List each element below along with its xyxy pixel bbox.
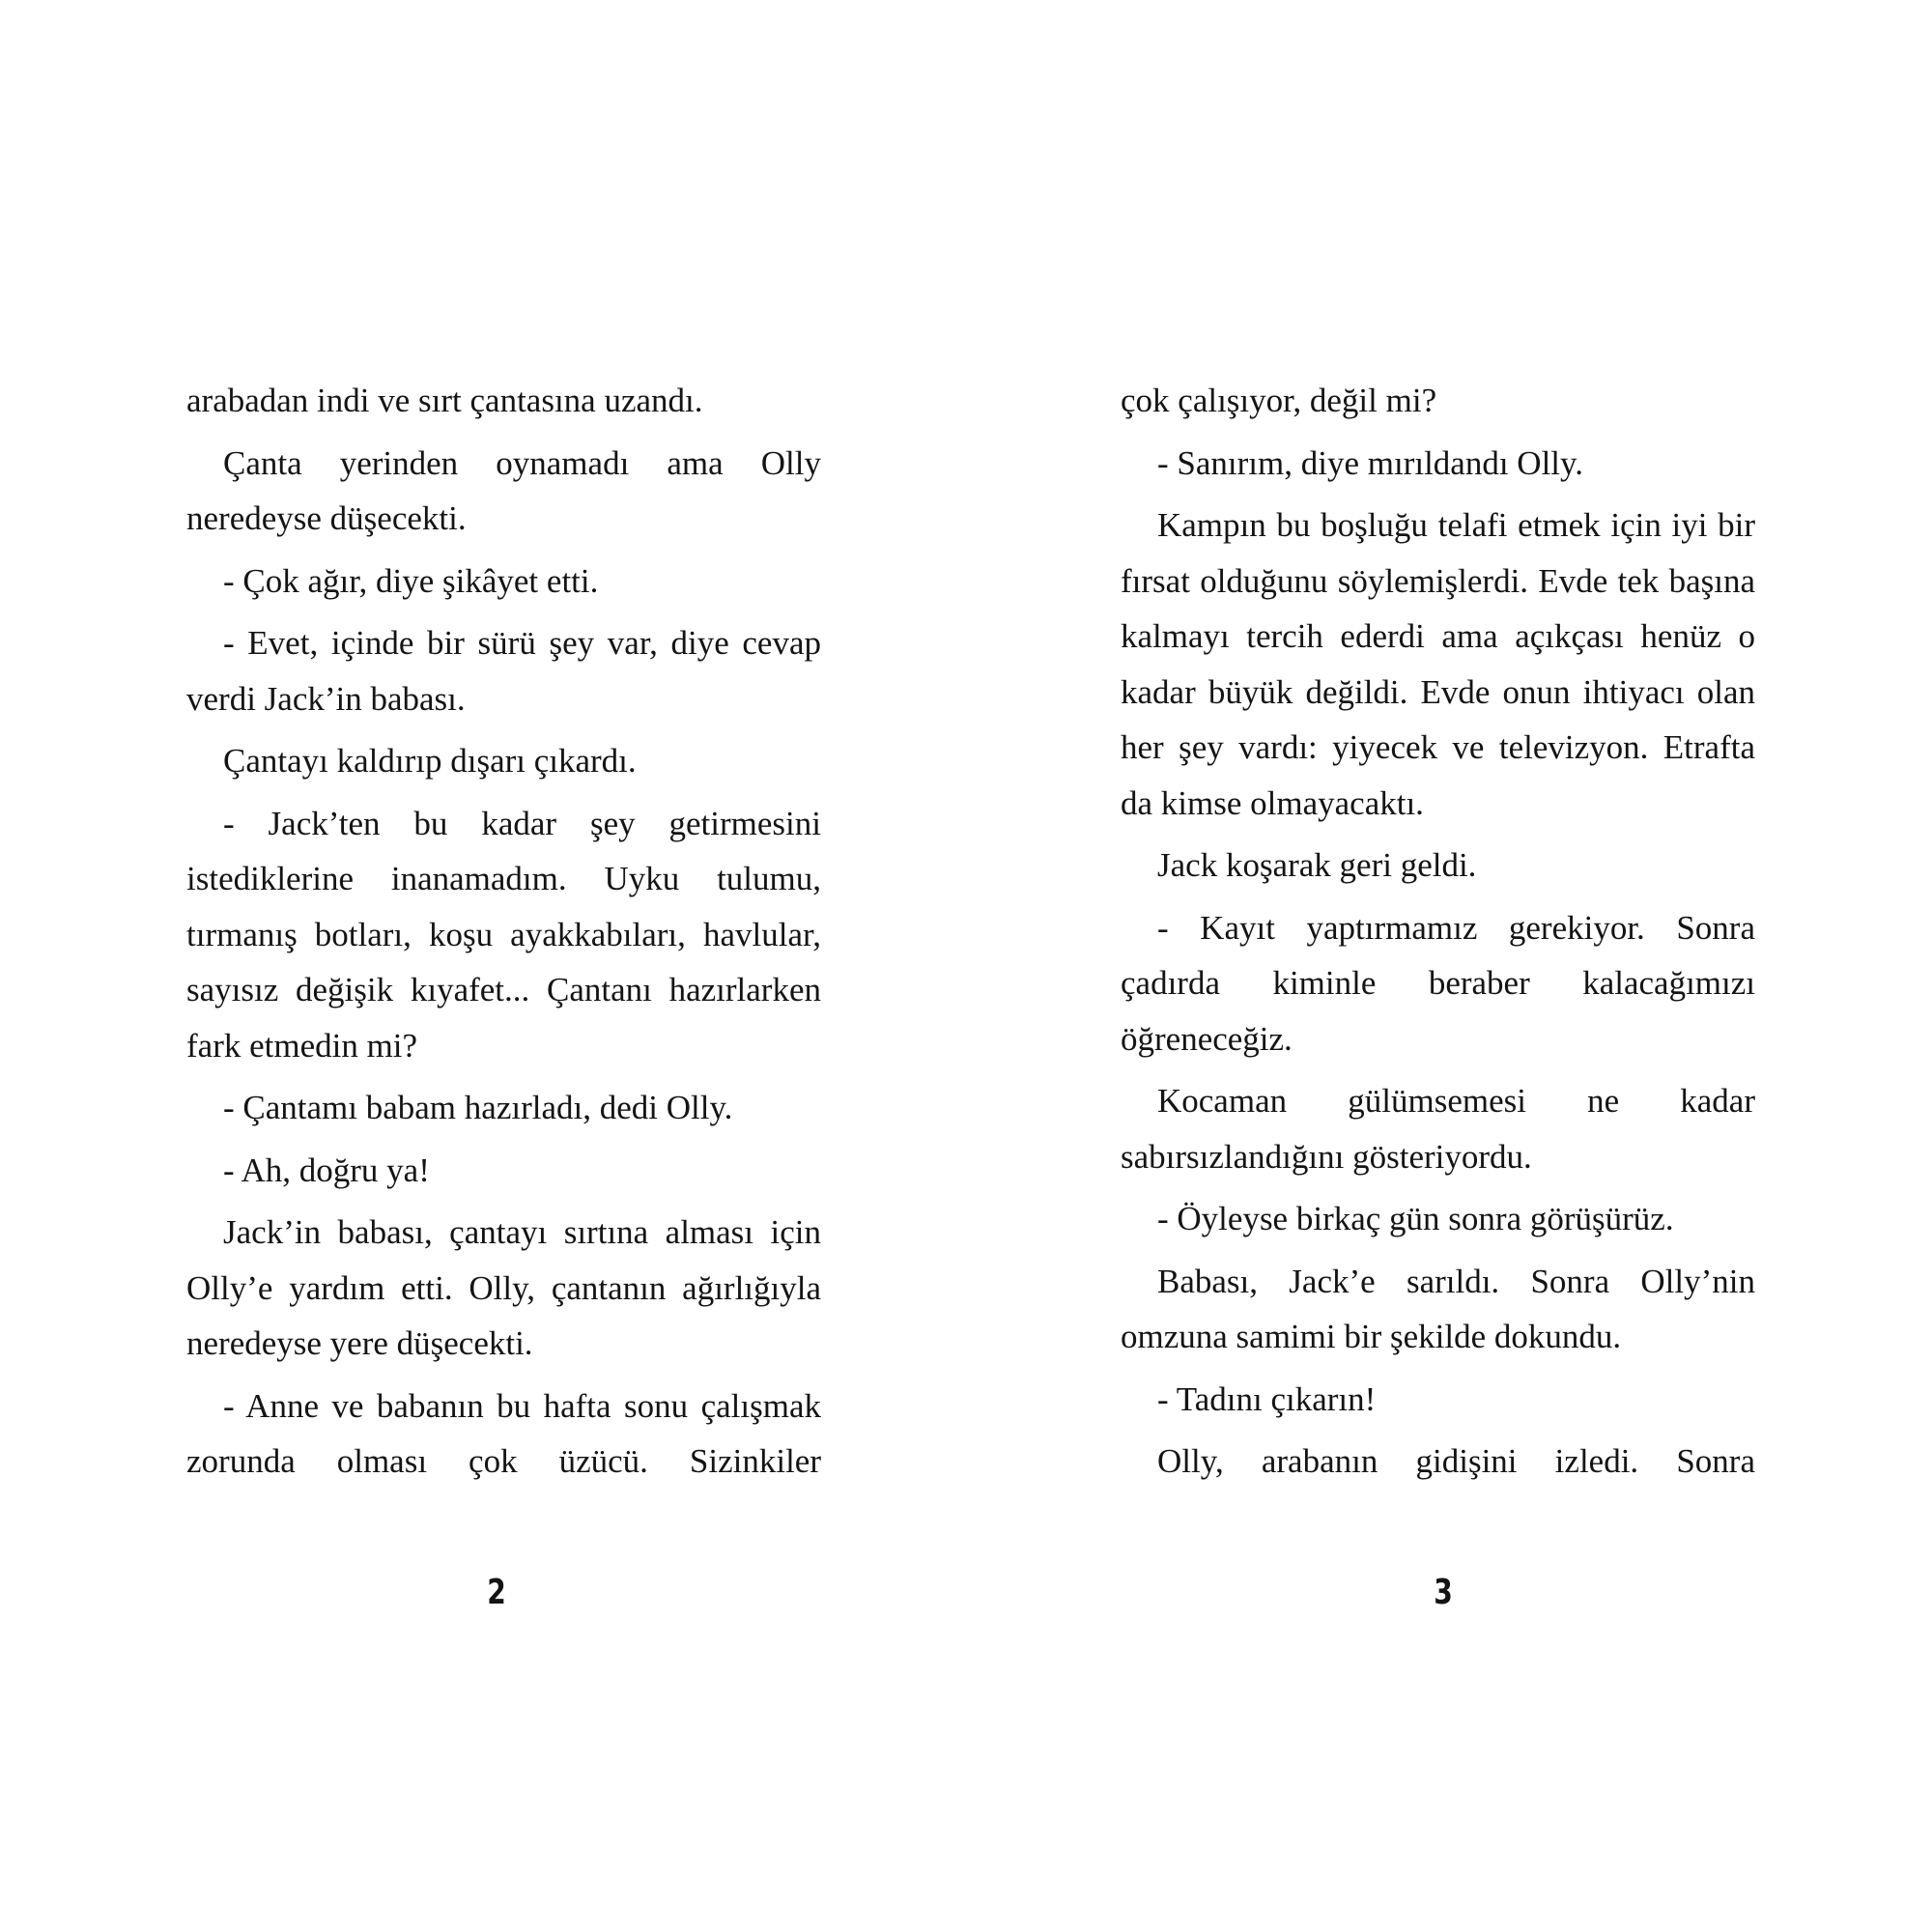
dialogue-line: - Evet, içinde bir sürü şey var, diye cevap verdi Jack’in babası. [186,624,821,718]
paragraph: Babası, Jack’e sarıldı. Sonra Olly’nin omzuna samimi bir şekilde dokundu. [1121,1262,1755,1355]
paragraph: Jack koşarak geri geldi. [1157,846,1477,884]
paragraph: Jack’in babası, çantayı sırtına alması için Olly’e yardım etti. Olly, çantanın ağırlığıyla neredeyse yere düşecekti. [186,1213,821,1362]
dialogue-line: - Jack’ten bu kadar şey getirmesini istediklerine inanamadım. Uyku tulumu, tırmanış botları, koşu ayakkabıları, havlular, sayısız değişik kıyafet... Çantanı hazırlarken fark etmedin mi? [186,804,821,1065]
dialogue-line: - Çantamı babam hazırladı, dedi Olly. [223,1089,733,1126]
page-number-right: 3 [1434,1573,1453,1612]
dialogue-line: - Ah, doğru ya! [223,1151,430,1189]
right-page-text [1121,373,1755,1496]
dialogue-line: - Kayıt yaptırmamız gerekiyor. Sonra çadırda kiminle beraber kalacağımızı öğreneceğiz. [1121,908,1755,1058]
paragraph: arabadan indi ve sırt çantasına uzandı. [186,382,703,419]
dialogue-line: - Tadını çıkarın! [1157,1379,1377,1418]
paragraph: Kampın bu boşluğu telafi etmek için iyi bir fırsat olduğunu söylemişlerdi. Evde tek başına kalmayı tercih ederdi ama açıkçası henüz o kadar büyük değildi. Evde onun ihtiyacı olan her şey vardı: yiyecek ve televizyon. Etrafta da kimse olmayacaktı. [1121,506,1755,822]
left-page-text [186,373,821,1496]
dialogue-line: - Öyleyse birkaç gün sonra görüşürüz. [1157,1200,1674,1237]
dialogue-line: - Anne ve babanın bu hafta sonu çalışmak zorunda olması çok üzücü. Sizinkiler [186,1386,821,1480]
paragraph: Olly, arabanın gidişini izledi. Sonra [1157,1442,1755,1480]
dialogue-line: - Sanırım, diye mırıldandı Olly. [1157,443,1584,482]
paragraph: Kocaman gülümsemesi ne kadar sabırsızlandığını gösteriyordu. [1121,1082,1755,1176]
paragraph: çok çalışıyor, değil mi? [1121,382,1437,419]
paragraph: Çanta yerinden oynamadı ama Olly neredeyse düşecekti. [186,443,821,537]
paragraph: Çantayı kaldırıp dışarı çıkardı. [223,742,637,780]
page-number-left: 2 [487,1573,506,1612]
dialogue-line: - Çok ağır, diye şikâyet etti. [223,561,599,600]
